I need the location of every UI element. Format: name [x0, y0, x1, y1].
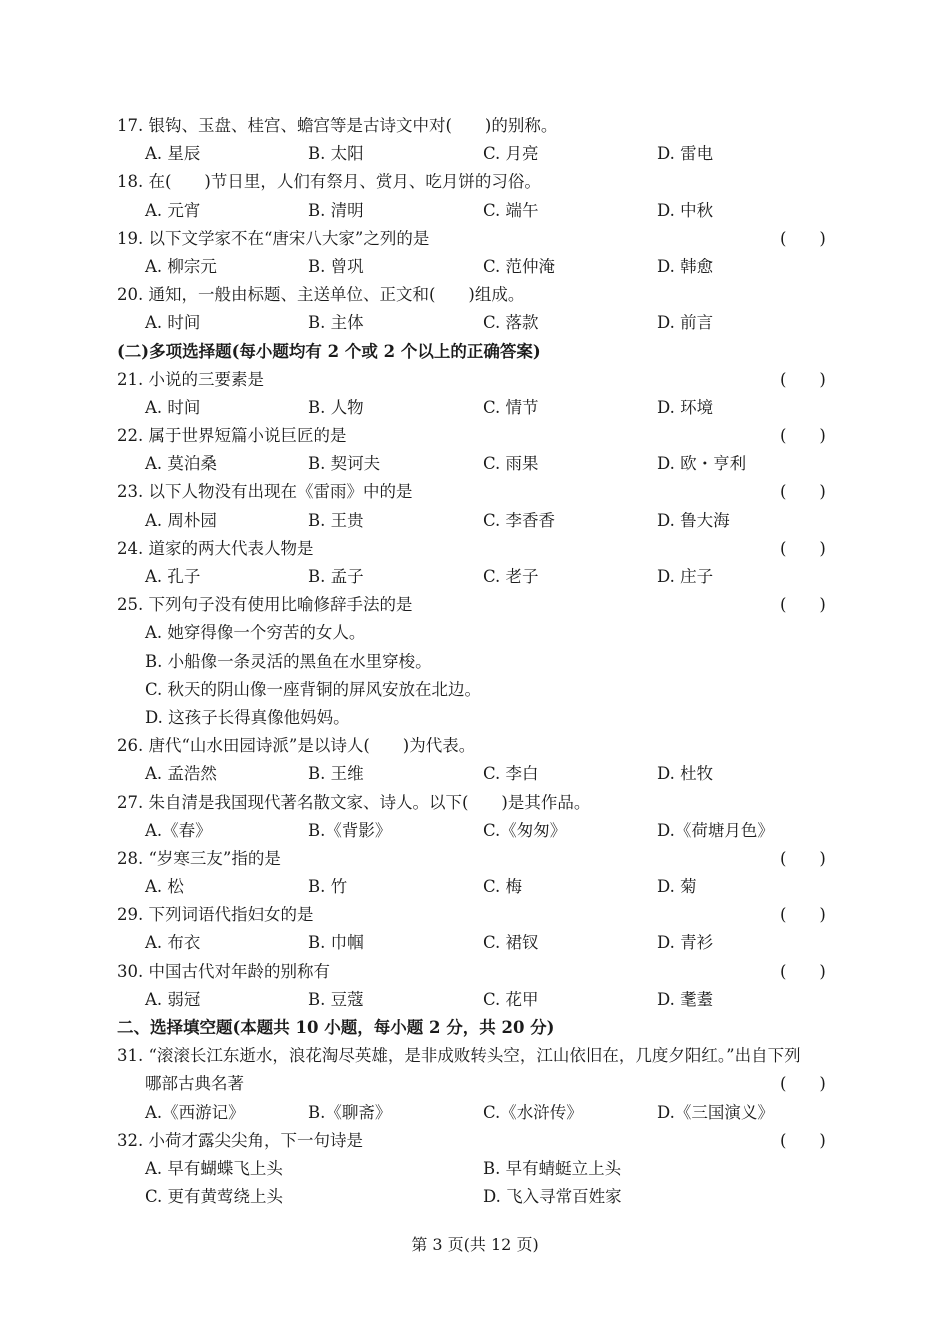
- question-19-options: [0, 253, 950, 281]
- question-29-stem: 29. 下列词语代指妇女的是: [117, 905, 314, 925]
- option-b: B. 清明: [308, 200, 364, 220]
- section-heading-fill-choice: 二、选择填空题(本题共 10 小题，每小题 2 分，共 20 分): [117, 1018, 555, 1037]
- question-29: [0, 901, 950, 929]
- option-b: B. 王维: [308, 764, 364, 784]
- option-b: B. 契诃夫: [308, 454, 381, 474]
- option-c: C. 雨果: [483, 454, 539, 474]
- option-d: D. 庄子: [657, 567, 714, 586]
- question-25-stem: 25. 下列句子没有使用比喻修辞手法的是: [117, 595, 413, 615]
- option-b: B. 小船像一条灵活的黑鱼在水里穿梭。: [145, 651, 432, 671]
- question-20-options: [0, 309, 950, 337]
- option-c: C. 老子: [483, 567, 539, 586]
- question-28-options: [0, 873, 950, 901]
- option-d: D. 前言: [657, 313, 714, 333]
- option-d: D. 青衫: [657, 933, 714, 953]
- option-c: C. 梅: [483, 877, 523, 897]
- question-18-stem: 18. 在( )节日里，人们有祭月、赏月、吃月饼的习俗。: [117, 172, 541, 192]
- option-b: B.《背影》: [308, 820, 392, 840]
- question-25: [0, 591, 950, 619]
- option-b: B. 孟子: [308, 567, 364, 586]
- option-b: B. 王贵: [308, 510, 364, 530]
- option-a: A. 孟浩然: [145, 764, 217, 784]
- option-a: A.《春》: [145, 820, 212, 840]
- question-18-options: [0, 197, 950, 225]
- option-c: C. 月亮: [483, 144, 539, 164]
- option-d: D. 韩愈: [657, 256, 714, 276]
- option-b: B. 太阳: [308, 144, 364, 164]
- answer-paren: ( ): [780, 426, 826, 446]
- option-a: A. 周朴园: [145, 510, 217, 530]
- question-17-stem: 17. 银钩、玉盘、桂宫、蟾宫等是古诗文中对( )的别称。: [117, 116, 558, 135]
- question-32-stem: 32. 小荷才露尖尖角，下一句诗是: [117, 1130, 363, 1150]
- option-a: A. 孔子: [145, 567, 201, 586]
- option-d: D. 鲁大海: [657, 510, 730, 530]
- question-22-options: [0, 450, 950, 478]
- answer-paren: ( ): [780, 961, 826, 981]
- option-d: D. 耄耋: [657, 989, 714, 1009]
- answer-paren: ( ): [780, 1074, 826, 1094]
- option-d: D. 中秋: [657, 200, 714, 220]
- option-a: A. 松: [145, 877, 184, 897]
- option-b: B. 巾帼: [308, 933, 364, 953]
- question-19-stem: 19. 以下文学家不在“唐宋八大家”之列的是: [117, 228, 430, 248]
- option-b: B. 竹: [308, 877, 348, 897]
- answer-paren: ( ): [780, 905, 826, 925]
- question-23: [0, 478, 950, 506]
- question-27-stem: 27. 朱自清是我国现代著名散文家、诗人。以下( )是其作品。: [117, 792, 591, 812]
- question-26-stem: 26. 唐代“山水田园诗派”是以诗人( )为代表。: [117, 736, 476, 756]
- question-21-options: [0, 394, 950, 422]
- option-c: C. 李香香: [483, 510, 556, 530]
- option-d: D.《荷塘月色》: [657, 820, 774, 840]
- option-a: A. 布衣: [145, 933, 201, 953]
- option-a: A. 柳宗元: [145, 256, 217, 276]
- question-30: [0, 958, 950, 986]
- section-heading-multiple-choice: (二)多项选择题(每小题均有 2 个或 2 个以上的正确答案): [117, 341, 541, 361]
- option-c: C. 范仲淹: [483, 256, 556, 276]
- question-22-stem: 22. 属于世界短篇小说巨匠的是: [117, 426, 347, 446]
- option-a: A. 时间: [145, 313, 201, 333]
- option-d: D.《三国演义》: [657, 1102, 774, 1122]
- question-27-options: [0, 817, 950, 845]
- question-30-stem: 30. 中国古代对年龄的别称有: [117, 961, 330, 981]
- option-a: A. 早有蝴蝶飞上头: [145, 1158, 283, 1178]
- answer-paren: ( ): [780, 538, 826, 558]
- option-c: C.《匆匆》: [483, 820, 567, 840]
- option-c: C. 裙钗: [483, 933, 539, 953]
- question-24: [0, 535, 950, 563]
- answer-paren: ( ): [780, 482, 826, 502]
- question-23-options: [0, 507, 950, 535]
- option-a: A. 元宵: [145, 200, 201, 220]
- question-19: [0, 225, 950, 253]
- question-21-stem: 21. 小说的三要素是: [117, 369, 264, 389]
- option-c: C. 端午: [483, 200, 539, 220]
- answer-paren: ( ): [780, 848, 826, 868]
- option-b: B. 豆蔻: [308, 989, 364, 1009]
- option-d: D. 环境: [657, 397, 714, 417]
- exam-page: [0, 112, 950, 1211]
- question-32: [0, 1127, 950, 1155]
- option-d: D. 雷电: [657, 144, 714, 164]
- option-d: D. 杜牧: [657, 764, 714, 784]
- option-a: A. 她穿得像一个穷苦的女人。: [145, 623, 366, 643]
- option-d: D. 这孩子长得真像他妈妈。: [145, 707, 350, 727]
- option-b: B. 人物: [308, 397, 364, 417]
- answer-paren: ( ): [780, 595, 826, 615]
- option-d: D. 欧・亨利: [657, 454, 747, 474]
- question-31-stem-continued: [0, 1070, 950, 1098]
- option-c: C. 落款: [483, 313, 539, 333]
- question-31-options: [0, 1099, 950, 1127]
- option-c: C. 花甲: [483, 989, 539, 1009]
- option-b: B. 早有蜻蜓立上头: [483, 1158, 622, 1178]
- question-17-options: [0, 140, 950, 168]
- option-c: C. 李白: [483, 764, 539, 784]
- question-30-options: [0, 986, 950, 1014]
- question-24-options: [0, 563, 950, 591]
- question-22: [0, 422, 950, 450]
- option-a: A. 时间: [145, 397, 201, 417]
- option-d: D. 飞入寻常百姓家: [483, 1187, 622, 1207]
- option-b: B. 曾巩: [308, 256, 364, 276]
- question-32-options-row2: [0, 1183, 950, 1211]
- answer-paren: ( ): [780, 228, 826, 248]
- question-20-stem: 20. 通知，一般由标题、主送单位、正文和( )组成。: [117, 285, 525, 305]
- option-d: D. 菊: [657, 877, 697, 897]
- answer-paren: ( ): [780, 369, 826, 389]
- question-31-stem-2: 哪部古典名著: [145, 1074, 244, 1094]
- option-b: B.《聊斋》: [308, 1102, 392, 1122]
- answer-paren: ( ): [780, 1130, 826, 1150]
- page-number-footer: 第 3 页(共 12 页): [411, 1235, 539, 1254]
- question-32-options-row1: [0, 1155, 950, 1183]
- option-a: A. 莫泊桑: [145, 454, 217, 474]
- question-29-options: [0, 929, 950, 957]
- question-24-stem: 24. 道家的两大代表人物是: [117, 538, 314, 558]
- question-31-stem: 31. “滚滚长江东逝水，浪花淘尽英雄，是非成败转头空，江山依旧在，几度夕阳红。”出自下列: [117, 1046, 801, 1066]
- option-a: A. 弱冠: [145, 989, 201, 1009]
- option-c: C. 情节: [483, 397, 539, 417]
- option-c: C. 秋天的阴山像一座背铜的屏风安放在北边。: [145, 679, 482, 699]
- question-28-stem: 28. “岁寒三友”指的是: [117, 848, 281, 868]
- option-b: B. 主体: [308, 313, 364, 333]
- option-a: A.《西游记》: [145, 1102, 245, 1122]
- question-21: [0, 366, 950, 394]
- option-a: A. 星辰: [145, 144, 201, 164]
- question-23-stem: 23. 以下人物没有出现在《雷雨》中的是: [117, 482, 413, 502]
- question-26-options: [0, 760, 950, 788]
- option-c: C. 更有黄莺绕上头: [145, 1187, 284, 1207]
- question-28: [0, 845, 950, 873]
- option-c: C.《水浒传》: [483, 1102, 583, 1122]
